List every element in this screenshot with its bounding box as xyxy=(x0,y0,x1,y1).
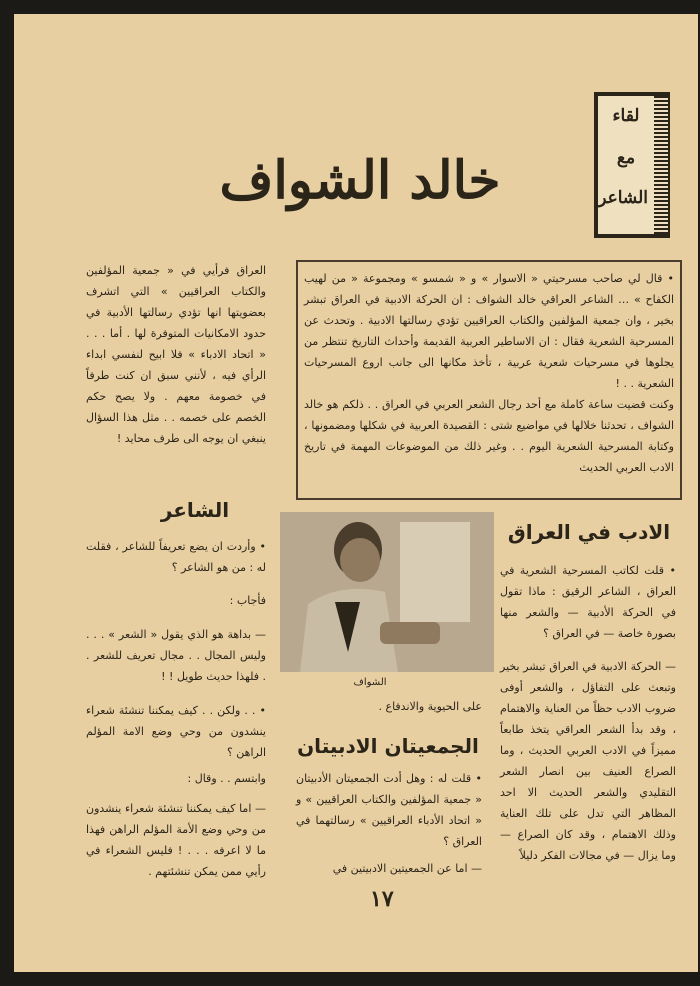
portrait-illustration xyxy=(280,512,494,672)
poet-question-2: • . . ولكن . . كيف يمكننا تنشئة شعراء ينشدون من وحي وضع الامة المؤلم الراهن ؟ xyxy=(86,704,266,759)
logo-line-2: مع xyxy=(616,148,636,168)
literature-heading: الادب في العراق xyxy=(507,520,671,544)
societies-answer: — اما عن الجمعيتين الادبيتين في xyxy=(332,862,482,875)
poet-answered: فأجاب : xyxy=(229,594,266,607)
article-title: خالد الشواف xyxy=(219,150,501,211)
poet-question-1: • وأردت ان يضع تعريفاً للشاعر ، فقلت له : من هو الشاعر ؟ xyxy=(86,540,266,574)
left-column-top-text: العراق فرأيي في « جمعية المؤلفين والكتاب العراقيين » التي اتشرف بعضويتها انها تؤدي رسالتها الأدبية في حدود الامكانيات المتوفرة لها . أما . . . « اتحاد الادباء » فلا ابيح لنفسي ابداء الرأي فيه ، لأنني سبق ان كنت طرفاً في خصومة معهم . ولا يصح حكم الخصم على خصمه . . مثل هذا السؤال ينبغي ان يوجه الى طرف محايد ! xyxy=(86,264,266,445)
photo-caption: الشواف xyxy=(353,677,387,688)
middle-column-line: على الحيوية والاندفاع . xyxy=(378,700,482,713)
intro-paragraph-2: وكنت قضيت ساعة كاملة مع أحد رجال الشعر العربي في العراق . . ذلكم هو خالد الشواف ، تحدثنا خلالها في مواضيع شتى : القصيدة العربية في شكلها ومضمونها ، وكتابة المسرحية الشعرية اليوم . . وغير ذلك من الموضوعات المهمة في تاريخ الادب العربي الحديث xyxy=(304,398,674,474)
intro-paragraph-1: • قال لي صاحب مسرحيتي « الاسوار » و « شمسو » ومجموعة « من لهيب الكفاح » … الشاعر العراقي خالد الشواف : ان الحركة الادبية في العراق تبشر بخير ، وان جمعية المؤلفين والكتاب العراقيين تؤدي رسالتها الادبية . وتحدث عن المسرحية الشعرية فقال : ان الاساطير العربية القديمة وأحداث التاريخ تنتظر من يجلوها في مسرحيات شعرية عربية ، تأخذ مكانها الى جانب اروع المسرحيات الشعرية . . ! xyxy=(304,272,674,390)
interview-logo xyxy=(594,92,670,238)
poet-smiled: وابتسم . . وقال : xyxy=(187,772,266,785)
societies-question: • قلت له : وهل أدت الجمعيتان الأدبيتان « جمعية المؤلفين والكتاب العراقيين » و « اتحاد الأدباء العراقيين » رسالتهما في العراق ؟ xyxy=(296,772,482,848)
poet-answer-1: — بداهة هو الذي يقول « الشعر » . . . وليس المجال . . مجال تعريف للشعر . . فلهذا حديث طويل ! ! xyxy=(86,628,266,683)
poet-photo xyxy=(280,512,494,672)
literature-answer: — الحركة الادبية في العراق تبشر بخير وتبعث على التفاؤل ، والشعر أوفى ضروب الادب حظاً من العناية والاهتمام ، وقد بدأ الشعر العراقي يتخذ طابعاً مميزاً في الادب العربي الحديث ، وما الصراع العنيف بين انصار الشعر التقليدي والشعر الحديث الا احد المظاهر التي تدل على تلك العناية وذلك الاهتمام ، وقد كان الصراع — وما يزال — في مجالات الفكر دليلاً xyxy=(500,660,676,862)
page-number: ١٧ xyxy=(370,886,394,912)
societies-heading: الجمعيتان الادبيتان xyxy=(297,734,479,758)
logo-stripe xyxy=(654,96,668,234)
logo-line-1: لقاء xyxy=(612,106,640,126)
logo-line-3: الشاعر xyxy=(598,188,648,208)
literature-question: • قلت لكاتب المسرحية الشعرية في العراق ، الشاعر الرقيق : ماذا تقول في الحركة الأدبية — والشعر منها بصورة خاصة — في العراق ؟ xyxy=(500,564,676,640)
poet-section-heading: الشاعر xyxy=(160,498,230,522)
poet-answer-2: — اما كيف يمكننا تنشئة شعراء ينشدون من وحي وضع الأمة المؤلم الراهن فهذا ما لا اعرفه . . . ! فليس الشعراء في رأيي ممن يمكن تنشئتهم . xyxy=(86,802,266,878)
